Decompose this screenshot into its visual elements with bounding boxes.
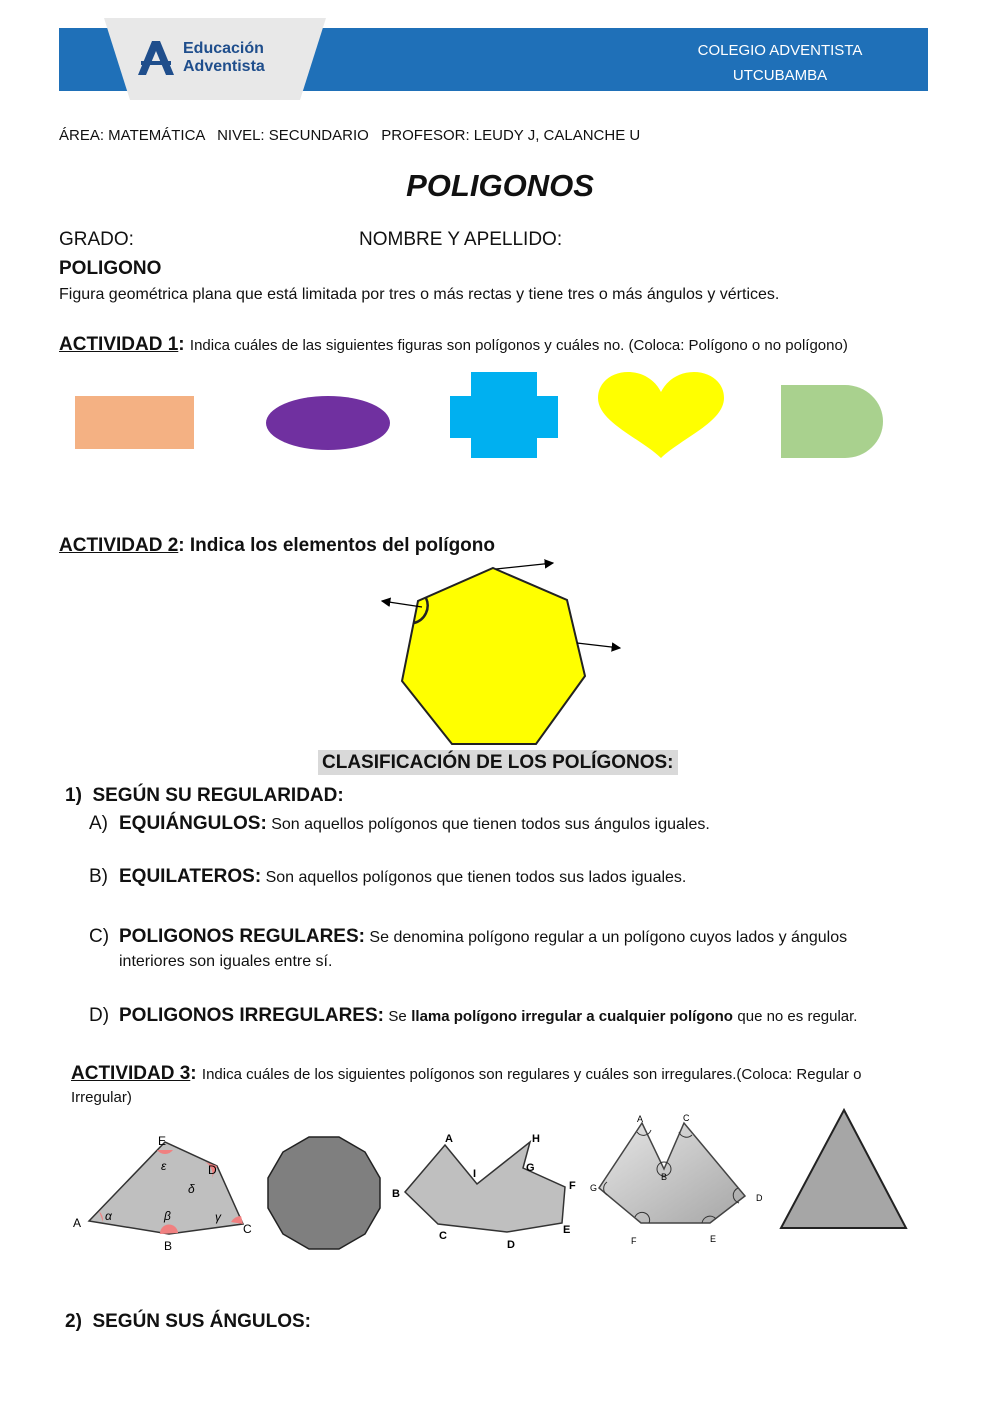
logo-text: Educación Adventista — [183, 40, 265, 75]
fig1-label-b: B — [164, 1239, 173, 1253]
activity3-line: ACTIVIDAD 3: Indica cuáles de los siguientes polígonos son regulares y cuáles son irregulares.(Coloca: Regular o — [71, 1063, 862, 1084]
page-title: POLIGONOS — [406, 168, 594, 203]
arrow-side — [577, 643, 620, 648]
item-regulares-cont: interiores son iguales entre sí. — [119, 953, 333, 970]
fig4-label-a: A — [637, 1114, 644, 1124]
activity1-text: Indica cuáles de las siguientes figuras son polígonos y cuáles no. (Coloca: Polígono o no polígono) — [189, 337, 848, 354]
fig1-label-epsilon: ε — [161, 1159, 167, 1173]
logo-icon — [138, 41, 174, 75]
quadrilateral-figure — [65, 1128, 260, 1256]
definition-text: Figura geométrica plana que está limitada por tres o más rectas y tiene tres o más ángulos y vértices. — [59, 286, 780, 303]
rectangle-shape — [75, 396, 194, 449]
heptagon-shape — [402, 568, 585, 744]
item-equiangulos: A) EQUIÁNGULOS: Son aquellos polígonos que tienen todos sus ángulos iguales. — [89, 813, 710, 834]
activity1-line: ACTIVIDAD 1: Indica cuáles de las siguientes figuras son polígonos y cuáles no. (Coloca: Polígono o no polígono) — [59, 334, 848, 355]
fig1-label-c: C — [243, 1222, 252, 1236]
fig3-label-f: F — [569, 1180, 576, 1192]
fig3-label-c: C — [439, 1230, 447, 1242]
fig3-label-d: D — [507, 1239, 515, 1251]
fig1-label-e: E — [158, 1134, 167, 1148]
fig3-label-e: E — [563, 1224, 571, 1236]
fig4-label-g: G — [590, 1183, 598, 1193]
activity2-label: ACTIVIDAD 2 — [59, 535, 179, 556]
fig3-label-i: I — [473, 1168, 477, 1180]
heptagon-figure — [370, 555, 640, 750]
fig1-label-a: A — [73, 1216, 82, 1230]
concave-polygon-figure — [385, 1125, 585, 1255]
fig3-label-g: G — [526, 1162, 535, 1174]
fig4-label-b: B — [661, 1172, 668, 1182]
fig1-label-delta: δ — [188, 1182, 195, 1196]
fig1-label-gamma: γ — [215, 1210, 221, 1224]
arrow-angle — [382, 601, 422, 607]
activity3-text: Indica cuáles de los siguientes polígonos son regulares y cuáles son irregulares.(Coloca: Regular o — [201, 1066, 862, 1083]
cross-shape — [450, 372, 558, 458]
definition-heading: POLIGONO — [59, 258, 162, 279]
heart-shape — [598, 372, 724, 458]
d-shape — [781, 385, 883, 458]
fig1-label-beta: β — [164, 1209, 171, 1223]
activity1-figures — [0, 360, 1000, 470]
course-meta: ÁREA: MATEMÁTICA NIVEL: SECUNDARIO PROFESOR: LEUDY J, CALANCHE U — [59, 127, 641, 144]
fig1-label-alpha: α — [105, 1209, 112, 1223]
activity2-line: ACTIVIDAD 2: Indica los elementos del polígono — [59, 535, 496, 556]
item-regulares: C) POLIGONOS REGULARES: Se denomina polígono regular a un polígono cuyos lados y ángulos — [89, 926, 848, 947]
section1-heading: 1) SEGÚN SU REGULARIDAD: — [65, 785, 344, 806]
activity3-text-cont: Irregular) — [71, 1089, 132, 1106]
fig3-label-a: A — [445, 1133, 453, 1145]
activity2-text: Indica los elementos del polígono — [189, 535, 496, 556]
fig4-label-f: F — [631, 1236, 637, 1246]
ellipse-shape — [266, 396, 390, 450]
fig4-label-d: D — [756, 1193, 763, 1203]
notched-polygon-figure — [585, 1110, 775, 1250]
fig4-label-e: E — [710, 1234, 717, 1244]
item-equilateros: B) EQUILATEROS: Son aquellos polígonos que tienen todos sus lados iguales. — [89, 866, 687, 887]
fig3-label-b: B — [392, 1188, 400, 1200]
fig4-label-c: C — [683, 1113, 690, 1123]
grado-field: GRADO: — [59, 229, 134, 250]
activity1-label: ACTIVIDAD 1 — [59, 334, 179, 355]
triangle-figure — [778, 1105, 910, 1231]
arrow-vertex — [496, 563, 553, 569]
nombre-field: NOMBRE Y APELLIDO: — [359, 229, 563, 250]
fig1-label-d: D — [208, 1163, 217, 1177]
fig3-label-h: H — [532, 1133, 540, 1145]
classification-title: CLASIFICACIÓN DE LOS POLÍGONOS: — [318, 752, 678, 774]
school-name: COLEGIO ADVENTISTA UTCUBAMBA — [697, 42, 863, 84]
section2-heading: 2) SEGÚN SUS ÁNGULOS: — [65, 1311, 311, 1332]
activity3-label: ACTIVIDAD 3 — [71, 1063, 191, 1084]
item-irregulares: D) POLIGONOS IRREGULARES: Se llama polígono irregular a cualquier polígono que no es regular. — [89, 1005, 858, 1026]
dodecagon-figure — [265, 1135, 383, 1253]
